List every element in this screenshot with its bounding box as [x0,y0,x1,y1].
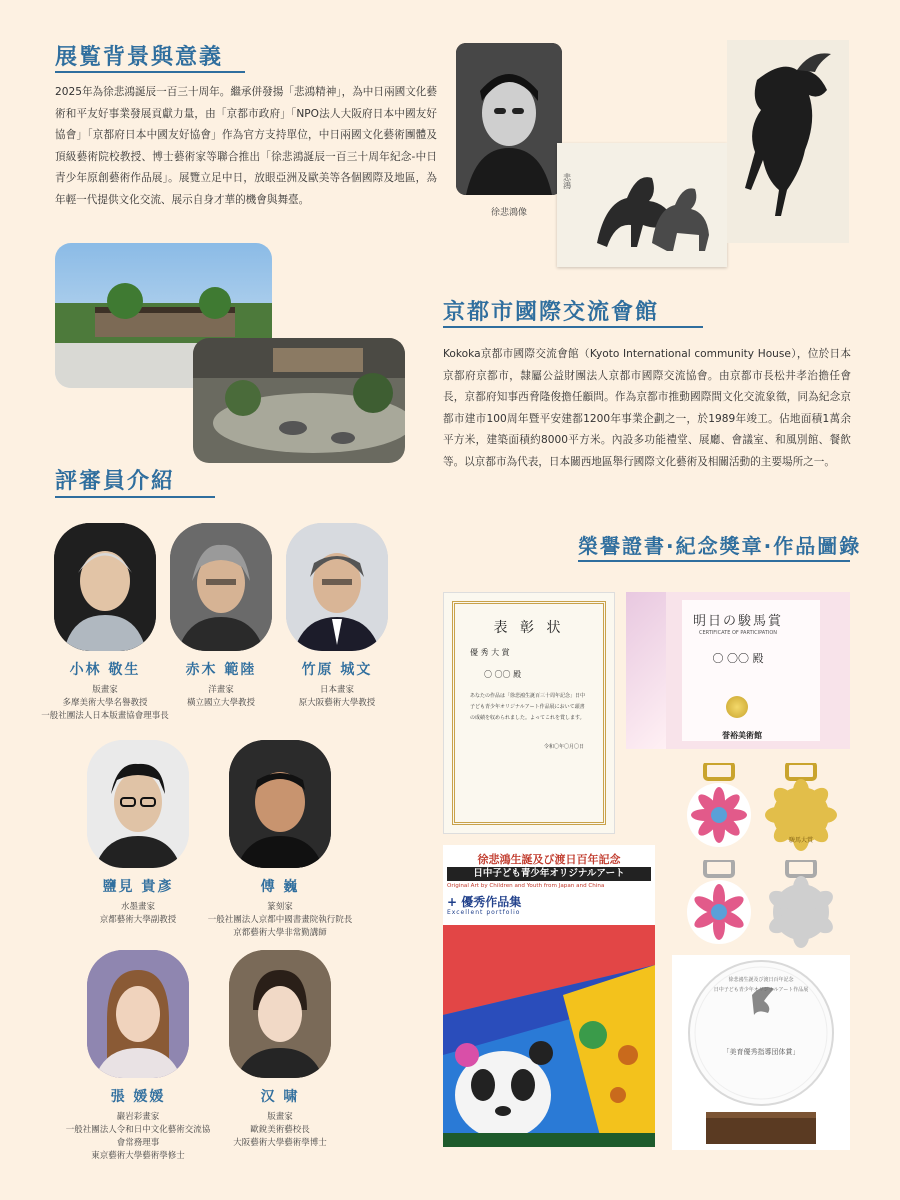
juror-roles: 版畫家 多摩美術大學名譽教授 一般社團法人日本版畫協會理事長 [41,685,169,721]
juror-roles: 日本畫家 原大阪藝術大學教授 [298,685,376,708]
catalog-subtitle: + 優秀作品集 [447,895,522,909]
juror-card [205,740,355,940]
juror-photo [229,950,331,1078]
catalog-subtitle-en: Excellent portfolio [447,909,521,916]
catalog-title: 日中子ども青少年オリジナルアート [447,867,651,881]
juror-photo [54,523,156,651]
juror-name: 竹原 城文 [301,662,373,678]
certificate-award: 優 秀 大 賞 [470,648,510,657]
catalog-cover-artwork [443,925,655,1147]
juror-roles: 洋畫家 橫立國立大學教授 [186,685,255,708]
title-underline [55,496,215,498]
juror-card [205,950,355,1150]
juror-name: 小林 敬生 [69,662,141,678]
certificate2-title: 明日の駿馬賞 [692,614,783,629]
svg-text:悲鴻: 悲鴻 [562,173,572,189]
certificate-body: あなたの作品は「徐悲鴻生誕百三十周年記念」日中子ども青少年オリジナルアート作品展において頭書の成績を収められました。よってこれを賞します。 [470,693,586,721]
juror-roles: 巖岩彩畫家 一般社團法人令和日中文化藝術交流協會常務理事 東京藝術大學藝術學修士 [65,1112,211,1161]
galloping-horse-painting [727,40,849,243]
kyoto-international-house-text: Kokoka京都市國際交流會館（Kyoto International community House），位於日本京都府京都市，隸屬公益財團法人京都市國際交流協會。由京都市長松井孝治擔任會長，京都府知事西脅隆俊擔任顧問。作為京都市推動國際間文化交流象徵，同為紀念京都市建市100周年暨平安建都1200年事業企劃之一，於1989年竣工。佔地面積1萬余平方米，建築面積約8000平方米。內設多功能禮堂、展廳、會議室、和風別館、餐飲等。以京都市為代表，日本關西地區舉行國際文化藝術及相關活動的主要場所之一。 [443,348,851,468]
juror-photo [286,523,388,651]
juror-name: 汉 啸 [260,1089,300,1105]
juror-roles: 篆刻家 一般社團法人京都中國書畫院執行院長 京都藝術大學非常勤講師 [207,902,353,938]
juror-photo [229,740,331,868]
catalog-english-title: Original Art by Children and Youth from Japan and China [447,883,605,889]
gold-medal-icon [765,763,837,853]
exhibition-background-text: 2025年為徐悲鴻誕辰一百三十周年。繼承併發揚「悲鴻精神」，為中日兩國文化藝術和平友好事業發展貢獻力量，由「京都市政府」「NPO法人大阪府日本中國友好協會」「京都府日本中國友好協會」作為官方支持單位，中日兩國文化藝術團體及頂級藝術院校教授、博士藝術家等聯合推出「徐悲鴻誕辰一百三十周年紀念-中日青少年原創藝術作品展」。展覽立足中日，放眼亞洲及歐美等各個國際及地區，為年輕一代提供文化交流、展示自身才華的機會與舞臺。 [55,86,437,206]
section-title-exhibition-background: 展覧背景與意義 [55,45,224,70]
portrait-caption: 徐悲鴻像 [490,208,527,218]
certificate-recipient: 〇 〇〇 殿 [484,670,522,679]
trophy-award: 「美育優秀指導団体賞」 [722,1048,800,1056]
gold-seal-icon [726,696,748,718]
crystal-trophy [672,955,850,1150]
juror-card [262,523,412,710]
section-title-kyoto-international-house: 京都市國際交流會館 [443,300,660,325]
title-underline [578,560,850,562]
catalog-top-text: 徐悲鴻生誕及び渡日百年記念 [477,853,621,866]
juror-roles: 水墨畫家 京都藝術大學副教授 [99,902,177,925]
title-underline [443,326,703,328]
flower-medal-icon [683,763,755,853]
certificate-title: 表 彰 状 [493,620,565,636]
silver-medal-icon [765,860,837,950]
juror-photo [170,523,272,651]
excellent-portfolio-catalog [443,845,655,1147]
juror-name: 傅 巍 [260,879,300,895]
certificate2-logo: 誉裕美術館 [722,731,762,740]
juror-roles: 版畫家 歐銳美術藝校長 大阪藝術大學藝術學博士 [233,1112,327,1148]
juror-name: 張 媛媛 [110,1089,166,1105]
juror-photo [87,740,189,868]
trophy-text: 徐悲鴻生誕及び渡日百年記念 日中子ども青少年オリジナルアート作品展 [713,977,809,993]
certificate2-recipient: 〇 〇〇 殿 [712,652,764,665]
xu-beihong-portrait-photo [456,43,562,195]
juror-name: 赤木 範陸 [185,662,257,678]
section-title-jurors: 評審員介紹 [55,469,176,494]
juror-photo [87,950,189,1078]
japanese-garden-photo [193,338,405,463]
section-title-honors: 榮譽證書·紀念獎章·作品圖錄 [578,534,862,558]
title-underline [55,71,245,73]
certificate-of-commendation [443,592,615,834]
medal-label: 駿馬大賞 [788,837,813,844]
juror-card [63,950,213,1163]
participation-certificate [626,592,850,749]
certificate-date: 令和〇年〇月〇日 [543,744,584,750]
juror-name: 鹽見 貴彥 [102,879,174,895]
two-horses-painting [557,143,727,267]
juror-card [63,740,213,927]
silver-flower-medal-icon [683,860,755,950]
certificate2-subtitle: CERTIFICATE OF PARTICIPATION [698,630,778,636]
